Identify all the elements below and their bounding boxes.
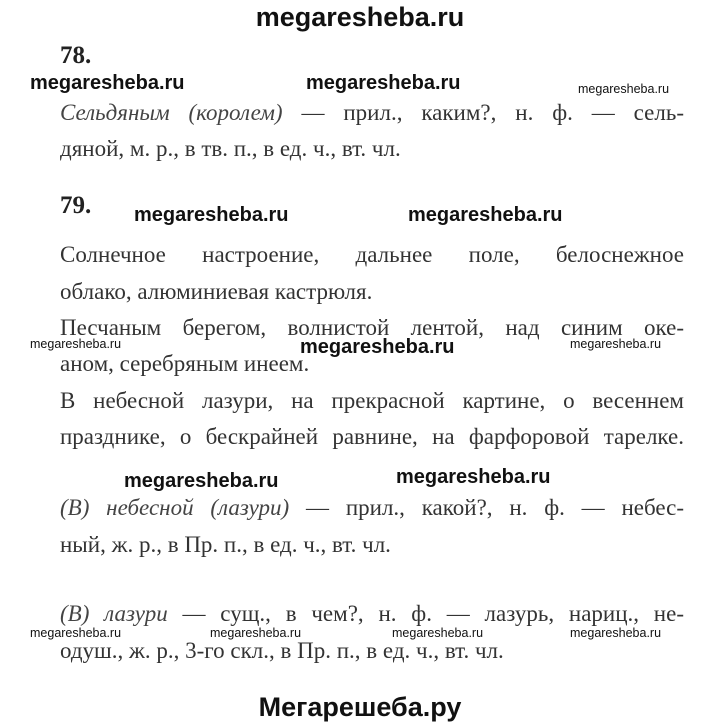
exercise-79-p1-line-2: облако, алюминиевая кастрюля. xyxy=(60,279,373,304)
watermark: megaresheba.ru xyxy=(396,466,551,488)
exercise-79-p3-line-1: В небесной лазури, на прекрасной картине, о весеннем xyxy=(60,388,684,413)
italic-term: (В) лазури xyxy=(60,601,168,626)
exercise-79-answer-1-line-1 xyxy=(60,493,684,523)
watermark: megaresheba.ru xyxy=(30,72,185,94)
watermark: megaresheba.ru xyxy=(300,336,455,358)
line-text: — прил., какой?, н. ф. — небес- xyxy=(289,495,685,520)
watermark: megaresheba.ru xyxy=(124,470,279,492)
exercise-79-p1-line-1: Солнечное настроение, дальнее поле, белоснежное xyxy=(60,242,684,267)
exercise-79-number: 79. xyxy=(60,192,92,219)
exercise-79-p2-line-1: Песчаным берегом, волнистой лентой, над синим оке- xyxy=(60,315,684,340)
watermark: megaresheba.ru xyxy=(30,337,122,351)
exercise-79-answer-2-line-1 xyxy=(60,599,684,629)
exercise-79-answer-1-line-2: ный, ж. р., в Пр. п., в ед. ч., вт. чл. xyxy=(60,532,391,557)
exercise-79-answer-2-line-2: одуш., ж. р., 3-го скл., в Пр. п., в ед. ч., вт. чл. xyxy=(60,638,504,663)
italic-term: Сельдяным (королем) xyxy=(60,100,283,125)
watermark: megaresheba.ru xyxy=(210,626,302,640)
watermark: megaresheba.ru xyxy=(570,626,662,640)
exercise-79-p2-line-2: аном, серебряным инеем. xyxy=(60,351,310,376)
exercise-78-number: 78. xyxy=(60,42,92,69)
watermark: megaresheba.ru xyxy=(392,626,484,640)
watermark: megaresheba.ru xyxy=(578,82,670,96)
watermark: megaresheba.ru xyxy=(570,337,662,351)
watermark: megaresheba.ru xyxy=(30,626,122,640)
site-header-watermark: megaresheba.ru xyxy=(255,2,465,32)
italic-term: (В) небесной (лазури) xyxy=(60,495,290,520)
exercise-79-p3-line-2: празднике, о бескрайней равнине, на фарфоровой тарелке. xyxy=(60,424,684,449)
exercise-78-line-2: дяной, м. р., в тв. п., в ед. ч., вт. чл. xyxy=(60,136,401,161)
line-text: — прил., каким?, н. ф. — сель- xyxy=(282,100,684,125)
exercise-78-line-1 xyxy=(60,98,684,128)
watermark: megaresheba.ru xyxy=(306,72,461,94)
watermark: megaresheba.ru xyxy=(408,204,563,226)
site-footer-watermark: Мегарешеба.ру xyxy=(258,692,462,722)
line-text: — сущ., в чем?, н. ф. — лазурь, нариц., не- xyxy=(167,601,684,626)
watermark: megaresheba.ru xyxy=(134,204,289,226)
